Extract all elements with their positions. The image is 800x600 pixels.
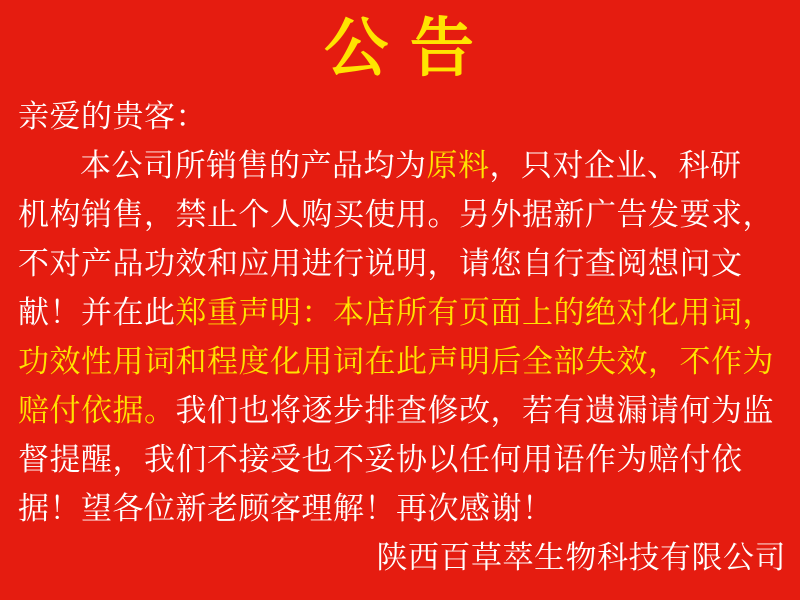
announcement-line-1 [18,141,790,190]
announcement-line-3 [18,239,790,288]
announcement-line-2 [18,190,790,239]
highlight-raw-material: 原料 [426,148,490,183]
announcement-title: 公 告 [324,12,476,84]
announcement-body [0,92,800,582]
salutation-line [18,92,790,141]
announcement-line-5 [18,337,790,386]
company-name: 陕西百草萃生物科技有限公司 [376,540,786,575]
line-segment: 我们也将逐步排查修改，若有遗漏请何为监 [175,393,774,428]
highlight-declaration: 郑重声明：本店所有页面上的绝对化用词， [175,295,774,330]
highlight-declaration: 功效性用词和程度化用词在此声明后全部失效，不作为 [18,344,774,379]
line-segment: 不对产品功效和应用进行说明，请您自行查阅想问文 [18,246,743,281]
line-segment: 献！并在此 [18,295,176,330]
salutation-text: 亲爱的贵客： [18,99,207,134]
line-segment: 本公司所销售的产品均为 [80,148,427,183]
announcement-line-4 [18,288,790,337]
announcement-line-6 [18,386,790,435]
line-segment: 据！望各位新老顾客理解！再次感谢！ [18,491,554,526]
announcement-line-7 [18,435,790,484]
line-segment: 机构销售，禁止个人购买使用。另外据新广告发要求， [18,197,774,232]
announcement-line-8 [18,484,790,533]
company-signature [18,533,790,582]
line-segment: ，只对企业、科研 [489,148,742,183]
highlight-compensation: 赔付依据。 [18,393,176,428]
line-segment: 督提醒，我们不接受也不妥协以任何用语作为赔付依 [18,442,743,477]
